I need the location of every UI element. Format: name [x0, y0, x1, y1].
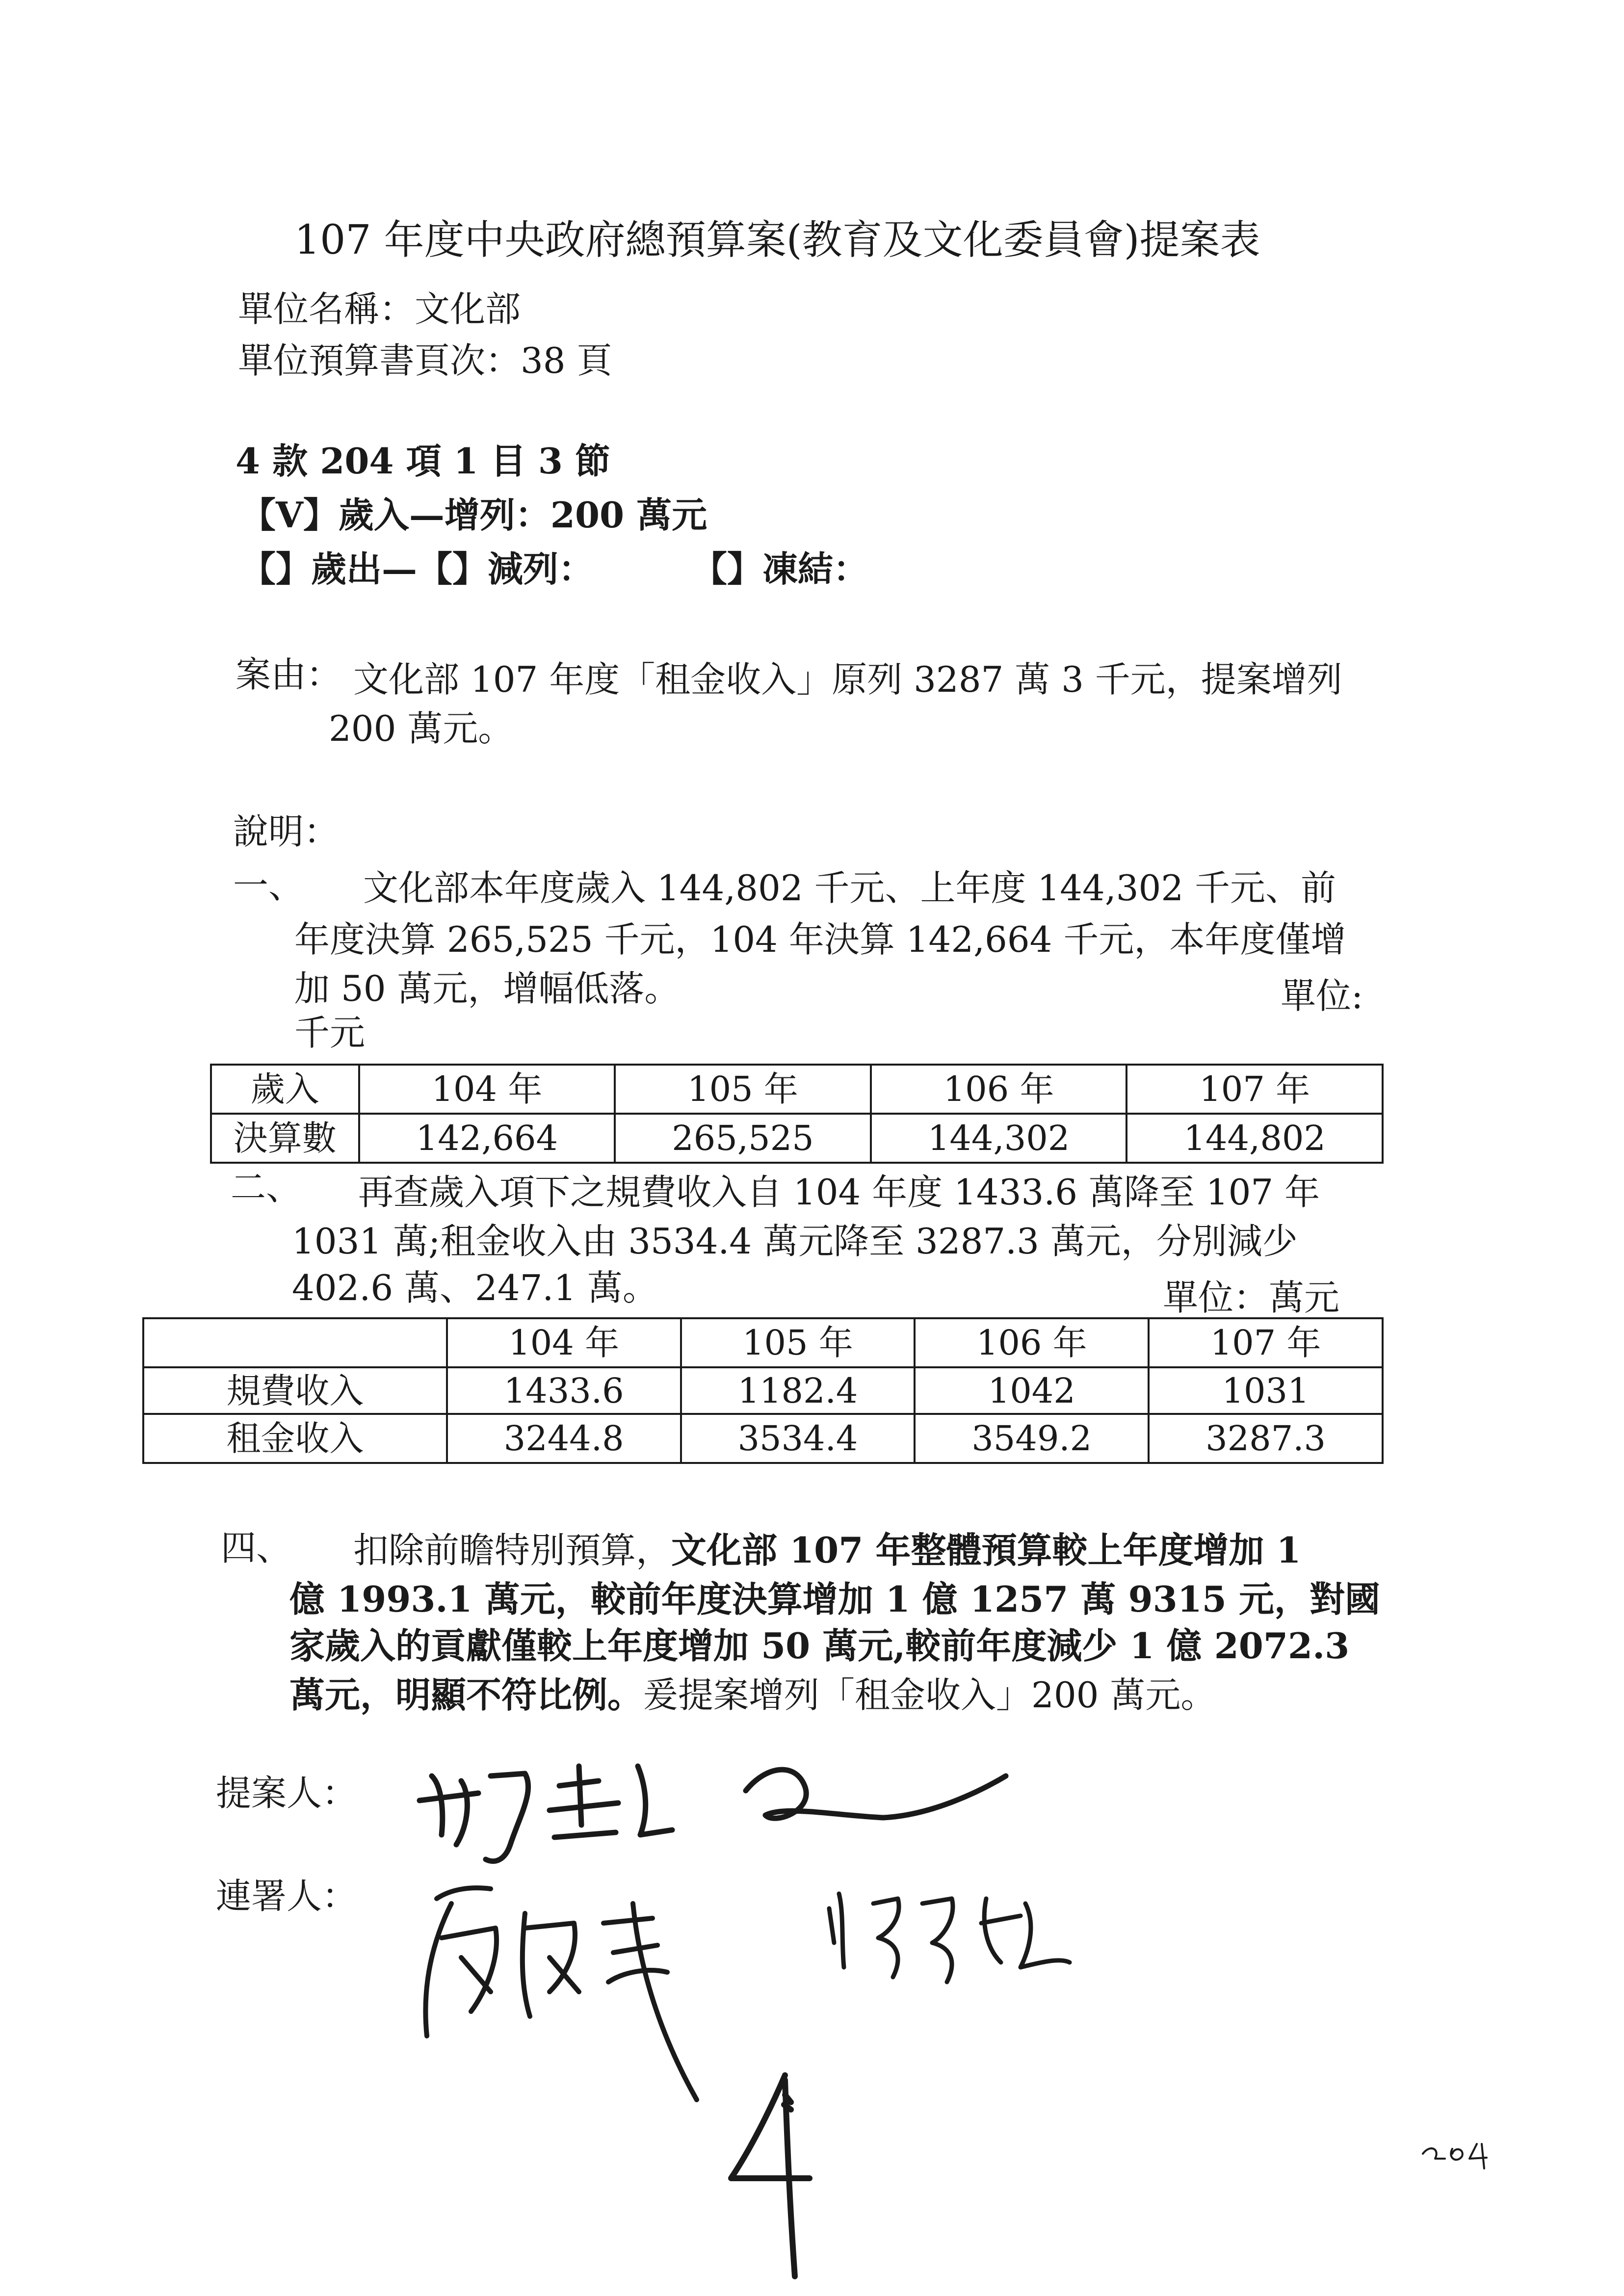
table-cell: 1433.6 [447, 1367, 681, 1414]
table-cell: 1042 [915, 1367, 1149, 1414]
table-cell: 決算數 [211, 1114, 359, 1163]
proposer-label: 提案人： [216, 1773, 358, 1814]
table-cell: 1182.4 [681, 1367, 915, 1414]
cosigner-signature-2 [829, 1894, 1070, 1982]
explain-label: 說明： [233, 811, 340, 852]
p4-line3: 家歲入的貢獻僅較上年度增加 50 萬元,較前年度減少 1 億 2072.3 [289, 1625, 1350, 1667]
case-text-line2: 200 萬元。 [329, 708, 514, 749]
table-row [211, 1114, 1383, 1163]
p2-number: 二、 [231, 1167, 302, 1208]
table-cell: 3287.3 [1149, 1414, 1383, 1463]
table-cell: 3244.8 [447, 1414, 681, 1463]
p4-line2: 億 1993.1 萬元，較前年度決算增加 1 億 1257 萬 9315 元，對國 [289, 1578, 1380, 1620]
table-cell: 規費收入 [143, 1367, 447, 1414]
revenue-table [210, 1064, 1384, 1164]
p2-line2: 1031 萬;租金收入由 3534.4 萬元降至 3287.3 萬元，分別減少 [292, 1221, 1298, 1262]
table-cell: 3549.2 [915, 1414, 1149, 1463]
table-cell: 105 年 [681, 1318, 915, 1367]
p2-line1: 再查歲入項下之規費收入自 104 年度 1433.6 萬降至 107 年 [358, 1172, 1320, 1213]
table-cell: 租金收入 [143, 1414, 447, 1463]
p4-line1 [353, 1528, 1301, 1572]
p4-line4-bold: 萬元，明顯不符比例。 [289, 1674, 643, 1716]
unit-name: 單位名稱：文化部 [238, 288, 521, 330]
p1-line2: 年度決算 265,525 千元，104 年決算 142,664 千元，本年度僅增 [294, 919, 1346, 960]
cosigner-signature-1 [425, 1888, 697, 2100]
p1-unit-value: 千元 [294, 1012, 366, 1053]
table-cell: 144,802 [1126, 1114, 1383, 1163]
expense-line: 【】歲出—【】減列： [240, 548, 594, 590]
item-code: 4 款 204 項 1 目 3 節 [236, 440, 611, 482]
margin-mark [1423, 2144, 1487, 2168]
table-row [143, 1318, 1383, 1367]
p4-number: 四、 [221, 1527, 292, 1568]
p1-unit-label: 單位: [1281, 975, 1363, 1017]
budget-page: 單位預算書頁次：38 頁 [238, 340, 612, 381]
table-row [143, 1414, 1383, 1463]
p1-line3: 加 50 萬元，增幅低落。 [294, 968, 680, 1009]
p4-line1-bold: 文化部 107 年整體預算較上年度增加 1 [671, 1529, 1301, 1571]
table-cell: 106 年 [915, 1318, 1149, 1367]
table-cell: 107 年 [1149, 1318, 1383, 1367]
case-label: 案由： [236, 654, 342, 695]
table-cell: 歲入 [211, 1065, 359, 1114]
p4-line1-normal: 扣除前瞻特別預算， [353, 1530, 672, 1571]
p1-line1: 文化部本年度歲入 144,802 千元、上年度 144,302 千元、前 [363, 867, 1336, 909]
p1-number: 一、 [233, 865, 304, 906]
freeze-line: 【】凍結： [692, 548, 869, 590]
case-text-line1: 文化部 107 年度「租金收入」原列 3287 萬 3 千元，提案增列 [353, 659, 1342, 700]
p2-unit: 單位：萬元 [1163, 1277, 1340, 1318]
handwritten-number-4 [731, 2075, 810, 2276]
fee-rent-table [142, 1317, 1384, 1464]
table-cell: 104 年 [447, 1318, 681, 1367]
p4-line4 [289, 1673, 1216, 1717]
table-cell: 265,525 [615, 1114, 871, 1163]
page-title: 107 年度中央政府總預算案(教育及文化委員會)提案表 [294, 217, 1260, 263]
table-cell: 105 年 [615, 1065, 871, 1114]
table-cell: 144,302 [871, 1114, 1127, 1163]
table-row [211, 1065, 1383, 1114]
table-cell: 107 年 [1126, 1065, 1383, 1114]
proposer-signature [419, 1766, 1006, 1861]
table-cell: 104 年 [359, 1065, 615, 1114]
table-row [143, 1367, 1383, 1414]
table-cell: 3534.4 [681, 1414, 915, 1463]
p2-line3: 402.6 萬、247.1 萬。 [292, 1267, 658, 1308]
table-cell: 1031 [1149, 1367, 1383, 1414]
revenue-line: 【V】歲入—增列：200 萬元 [240, 494, 707, 536]
p4-line4-normal: 爰提案增列「租金收入」200 萬元。 [643, 1674, 1216, 1716]
table-cell: 142,664 [359, 1114, 615, 1163]
cosigner-label: 連署人： [216, 1876, 358, 1917]
table-cell: 106 年 [871, 1065, 1127, 1114]
table-cell [143, 1318, 447, 1367]
